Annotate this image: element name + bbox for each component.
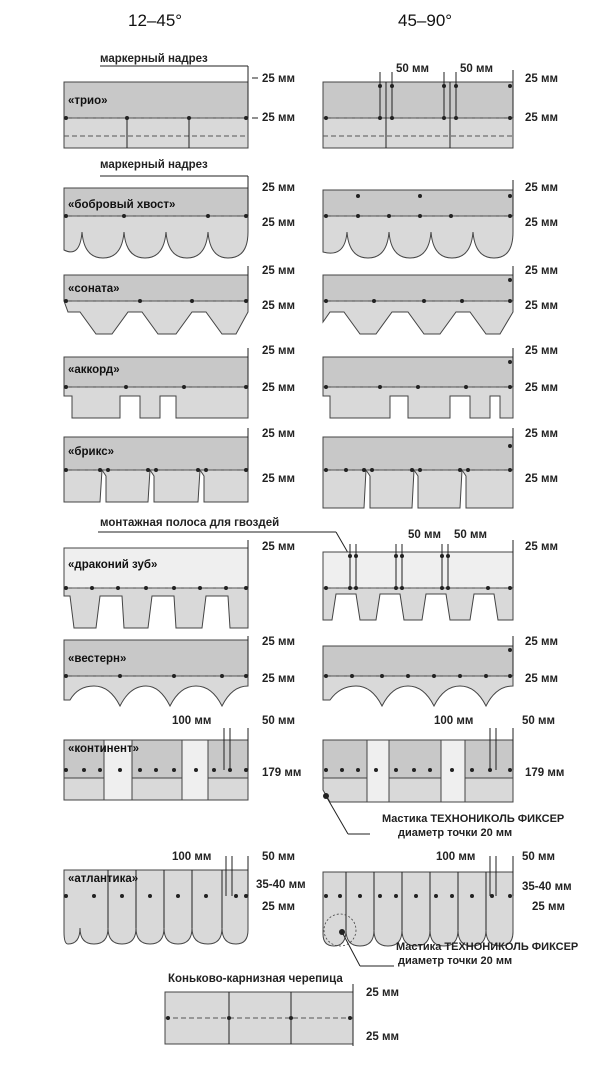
dim-label: 25 мм (262, 217, 296, 229)
continent-name: «континент» (68, 743, 139, 755)
dim-label: 25 мм (525, 265, 559, 277)
dim-label: 25 мм (262, 265, 296, 277)
dim-label: 50 мм (454, 529, 488, 541)
dim-label: 25 мм (262, 901, 296, 913)
continent-low (64, 715, 301, 800)
nail-strip-label: монтажная полоса для гвоздей (100, 517, 280, 529)
western-high (323, 636, 558, 706)
mastic-note-line1: Мастика ТЕХНОНИКОЛЬ ФИКСЕР (382, 813, 565, 825)
trio-name: «трио» (68, 95, 108, 107)
dim-label: 25 мм (525, 217, 559, 229)
dim-label: 25 мм (525, 300, 559, 312)
dim-label: 50 мм (262, 851, 296, 863)
beaver-high (323, 180, 558, 258)
dim-label: 50 мм (396, 63, 430, 75)
dim-label: 50 мм (408, 529, 442, 541)
dim-label: 25 мм (525, 345, 559, 357)
beaver-low (64, 159, 295, 258)
dim-label: 25 мм (262, 182, 296, 194)
dim-label: 25 мм (525, 73, 559, 85)
mastic-note-line2: диаметр точки 20 мм (398, 955, 513, 967)
dim-label: 25 мм (262, 541, 296, 553)
dim-label: 25 мм (262, 73, 296, 85)
dim-label: 179 мм (525, 767, 565, 779)
mastic-note-line1: Мастика ТЕХНОНИКОЛЬ ФИКСЕР (396, 941, 579, 953)
sonata-high (323, 265, 558, 334)
dim-label: 50 мм (262, 715, 296, 727)
dragon-high (323, 529, 558, 620)
bricks-name: «брикс» (68, 446, 114, 458)
dim-label: 25 мм (525, 428, 559, 440)
dim-label: 25 мм (262, 428, 296, 440)
ridge-label: Коньково-карнизная черепица (168, 973, 343, 985)
mastic-note-line2: диаметр точки 20 мм (398, 827, 513, 839)
dim-label: 100 мм (434, 715, 474, 727)
dim-label: 100 мм (436, 851, 476, 863)
atlantic-name: «атлантика» (68, 873, 139, 885)
accord-name: «аккорд» (68, 364, 120, 376)
dim-label: 25 мм (525, 541, 559, 553)
dim-label: 25 мм (525, 473, 559, 485)
trio-low (64, 53, 295, 148)
atlantic-low (64, 851, 306, 944)
dim-label: 25 мм (262, 636, 296, 648)
accord-high (323, 345, 558, 418)
marker-cut-label: маркерный надрез (100, 53, 208, 65)
western-name: «вестерн» (68, 653, 127, 665)
dim-label: 25 мм (366, 987, 400, 999)
dim-label: 25 мм (525, 636, 559, 648)
dim-label: 25 мм (262, 345, 296, 357)
dim-label: 35-40 мм (256, 879, 306, 891)
dim-label: 179 мм (262, 767, 302, 779)
ridge-shingle (165, 973, 399, 1046)
dragon-name: «драконий зуб» (68, 559, 158, 571)
dim-label: 100 мм (172, 715, 212, 727)
beaver-name: «бобровый хвост» (68, 199, 176, 211)
marker-cut-label: маркерный надрез (100, 159, 208, 171)
dim-label: 50 мм (460, 63, 494, 75)
trio-high (323, 63, 558, 148)
dim-label: 25 мм (525, 112, 559, 124)
dim-label: 25 мм (525, 182, 559, 194)
header-low-slope: 12–45° (128, 11, 183, 30)
bricks-low (64, 428, 295, 502)
dragon-low (64, 540, 295, 628)
dim-label: 25 мм (262, 300, 296, 312)
dim-label: 25 мм (532, 901, 566, 913)
header-high-slope: 45–90° (398, 11, 453, 30)
dim-label: 25 мм (262, 673, 296, 685)
dim-label: 25 мм (525, 382, 559, 394)
dim-label: 50 мм (522, 851, 556, 863)
atlantic-high (323, 851, 578, 967)
western-low (64, 636, 295, 706)
sonata-low (64, 265, 295, 334)
dim-label: 25 мм (262, 473, 296, 485)
dim-label: 25 мм (262, 112, 296, 124)
dim-label: 35-40 мм (522, 881, 572, 893)
dim-label: 100 мм (172, 851, 212, 863)
accord-low (64, 345, 295, 418)
bricks-high (323, 428, 558, 508)
dim-label: 25 мм (366, 1031, 400, 1043)
sonata-name: «соната» (68, 283, 120, 295)
continent-high (323, 715, 564, 839)
dim-label: 25 мм (525, 673, 559, 685)
dim-label: 50 мм (522, 715, 556, 727)
dim-label: 25 мм (262, 382, 296, 394)
